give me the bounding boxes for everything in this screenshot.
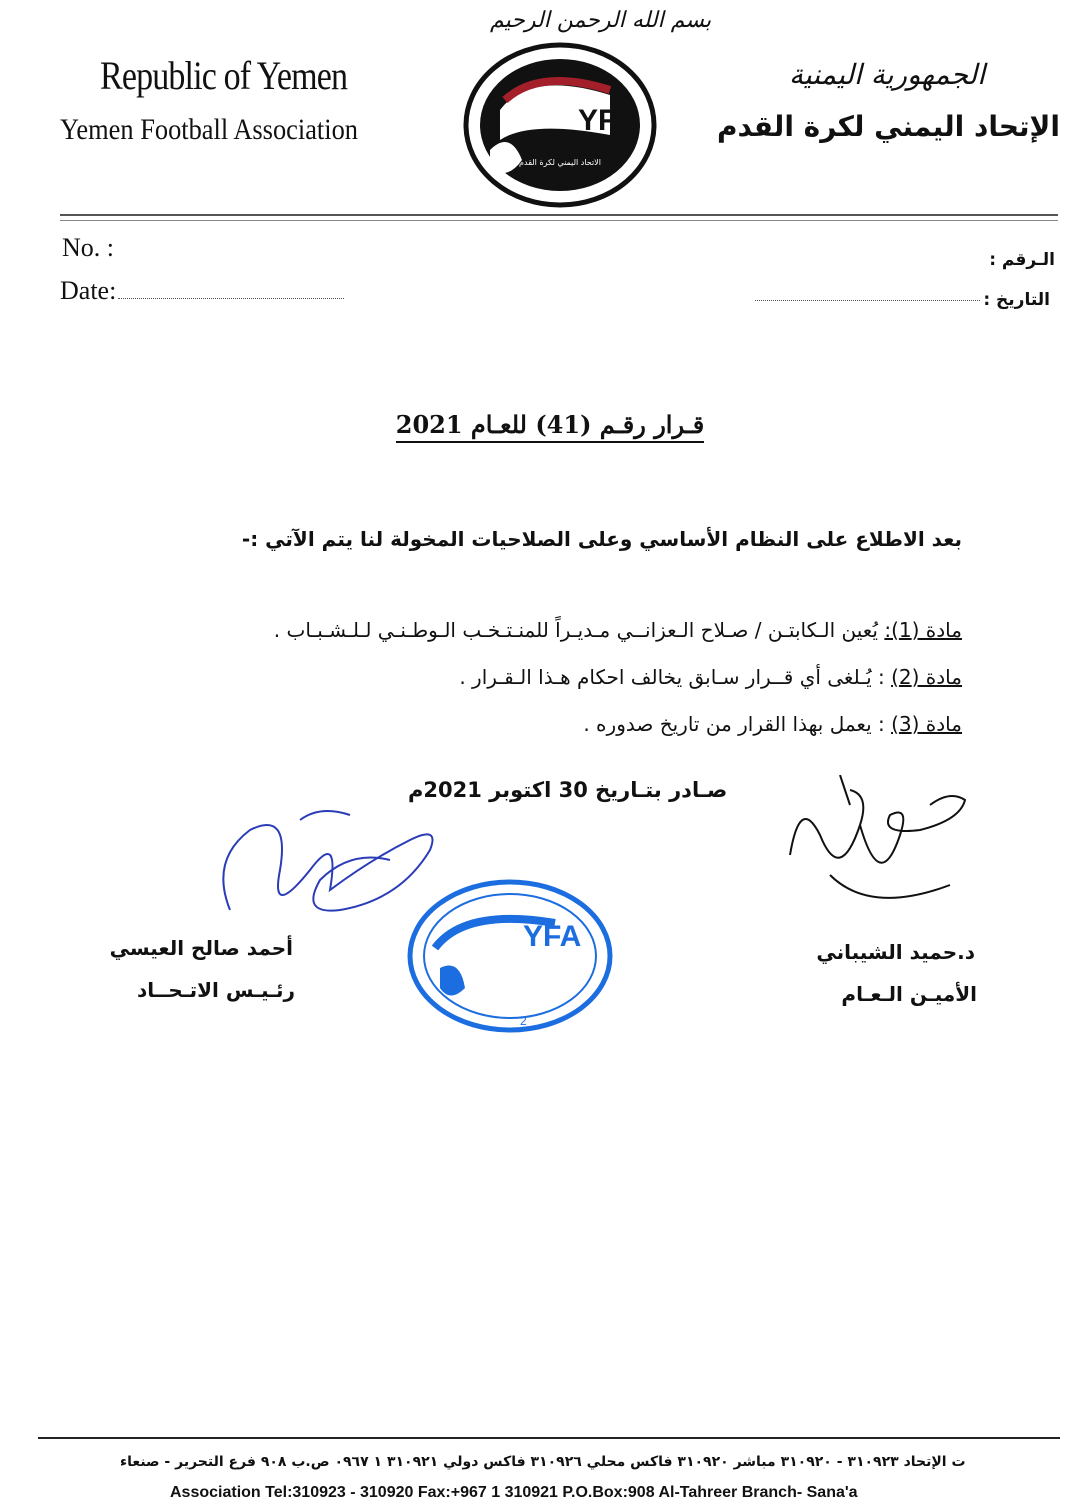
en-org-title: Yemen Football Association: [60, 113, 359, 146]
article-1: [274, 618, 962, 642]
date-label: Date:: [60, 276, 117, 305]
basmala: بسم الله الرحمن الرحيم: [490, 8, 712, 33]
president-name: أحمد صالح العيسي: [109, 936, 293, 960]
logo-text: YFA: [578, 104, 637, 137]
official-stamp: [405, 878, 615, 1038]
no-label: No. :: [62, 233, 114, 262]
footer-english: Association Tel:310923 - 310920 Fax:+967 1 310921 P.O.Box:908 Al-Tahreer Branch- Sana'a: [170, 1484, 858, 1501]
article-2: [459, 665, 962, 689]
secretary-title: الأميـن الـعـام: [841, 982, 977, 1006]
yfa-logo: [460, 40, 660, 210]
issued-date: صـادر بتـاريخ 30 اكتوبر 2021م: [408, 778, 728, 802]
article-text: يُعين الـكابتـن / صـلاح الـعزانــي مـديـراً للمنـتـخـب الـوطـنـي لـلـشـبـاب .: [273, 618, 885, 642]
preamble: بعد الاطلاع على النظام الأساسي وعلى الصلاحيات المخولة لنا يتم الآتي :-: [241, 527, 962, 551]
ar-country-title: الجمهورية اليمنية: [788, 58, 985, 91]
stamp-number: 2: [520, 1014, 527, 1028]
article-text: : يعمل بهذا القرار من تاريخ صدوره .: [583, 712, 892, 736]
ar-org-title: الإتحاد اليمني لكرة القدم: [716, 110, 1060, 143]
date-line: [118, 298, 344, 299]
footer-arabic: ت الإتحاد ٣١٠٩٢٣ - ٣١٠٩٢٠ مباشر ٣١٠٩٢٠ فاكس محلي ٣١٠٩٢٦ فاكس دولي ٣١٠٩٢١ ١ ٠٩٦٧ ص.ب ٩٠٨ فرع التحرير - صنعاء: [120, 1454, 966, 1470]
ar-date-line: [755, 300, 980, 301]
article-label: مادة (1):: [884, 618, 962, 642]
ar-no-label: الـرقم :: [989, 250, 1055, 270]
president-title: رئـيـس الاتـحــاد: [136, 978, 295, 1002]
article-3: [583, 712, 962, 736]
ar-date-label: التاريخ :: [983, 290, 1050, 310]
footer-rule: [38, 1437, 1060, 1439]
secretary-name: د.حميد الشيباني: [816, 940, 975, 964]
article-label: مادة (3): [891, 712, 962, 736]
logo-subtext: الاتحاد اليمني لكرة القدم: [519, 158, 601, 167]
header-rule-thin: [60, 220, 1058, 221]
en-country-title: Republic of Yemen: [100, 53, 348, 98]
secretary-signature: [770, 775, 980, 925]
article-label: مادة (2): [891, 665, 962, 689]
article-text: : يُـلغى أي قــرار سـابق يخالف احكام هـذا الـقـرار .: [459, 665, 892, 689]
decision-title: قـرار رقـم (41) للعـام 2021: [0, 410, 1080, 439]
stamp-text: YFA: [523, 920, 582, 953]
header-rule: [60, 214, 1058, 216]
